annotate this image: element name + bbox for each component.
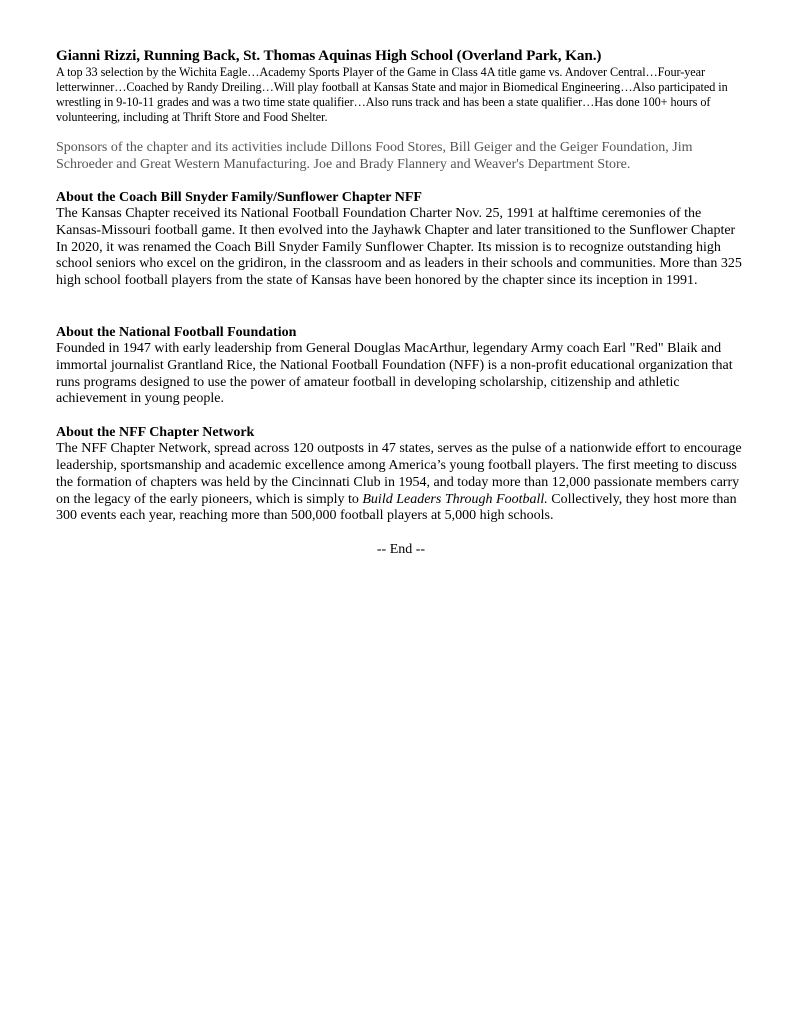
section-sunflower-chapter [56,189,746,290]
end-marker: -- End -- [376,542,426,558]
player-heading: Gianni Rizzi, Running Back, St. Thomas Aquinas High School (Overland Park, Kan.) [56,47,602,64]
section-body [56,441,746,525]
section-national-football-foundation [56,324,746,408]
section-heading: About the NFF Chapter Network [56,425,255,441]
body-text: The NFF Chapter Network, spread across 120 outposts in 47 states, serves as the pulse of a nationwide effort to encourage leadership, sportsmanship and academic excellence among America’s young football players. The first meeting to discuss the formation of chapters was held by the Cincinnati Club in 1954, and today more than 12,000 passionate members carry on the legacy of the early pioneers, which is simply to [56,441,742,507]
section-body: The Kansas Chapter received its National Football Foundation Charter Nov. 25, 1991 at halftime ceremonies of the Kansas-Missouri football game. It then evolved into the Jayhawk Chapter and later transitioned to the Sunflower Chapter In 2020, it was renamed the Coach Bill Snyder Family Sunflower Chapter. Its mission is to recognize outstanding high school seniors who excel on the gridiron, in the classroom and as leaders in their schools and communities. More than 325 high school football players from the state of Kansas have been honored by the chapter since its inception in 1991. [56,206,742,289]
motto-italic: Build Leaders Through Football. [362,491,548,507]
sponsors-paragraph: Sponsors of the chapter and its activities include Dillons Food Stores, Bill Geiger and the Geiger Foundation, Jim Schroeder and Great Western Manufacturing. Joe and Brady Flannery and Weaver's Department Store. [56,140,693,172]
player-bio: A top 33 selection by the Wichita Eagle…Academy Sports Player of the Game in Class 4A title game vs. Andover Central…Four-year letterwinner…Coached by Randy Dreiling…Will play football at Kansas State and major in Biomedical Engineering…Also participated in wrestling in 9-10-11 grades and was a two time state qualifier…Also runs track and has been a state qualifier…Has done 100+ hours of volunteering, including at Thrift Store and Food Shelter. [56,65,728,124]
document-page [56,46,746,558]
section-body: Founded in 1947 with early leadership from General Douglas MacArthur, legendary Army coach Earl "Red" Blaik and immortal journalist Grantland Rice, the National Football Foundation (NFF) is a non-profit educational organization that runs programs designed to use the power of amateur football in developing scholarship, citizenship and athletic achievement in young people. [56,340,733,407]
section-chapter-network [56,424,746,525]
section-heading: About the Coach Bill Snyder Family/Sunflower Chapter NFF [56,190,422,205]
body-text: Collectively, they host more than 300 events each year, reaching more than 500,000 football players at 5,000 high schools. [56,491,737,524]
section-heading: About the National Football Foundation [56,324,297,340]
